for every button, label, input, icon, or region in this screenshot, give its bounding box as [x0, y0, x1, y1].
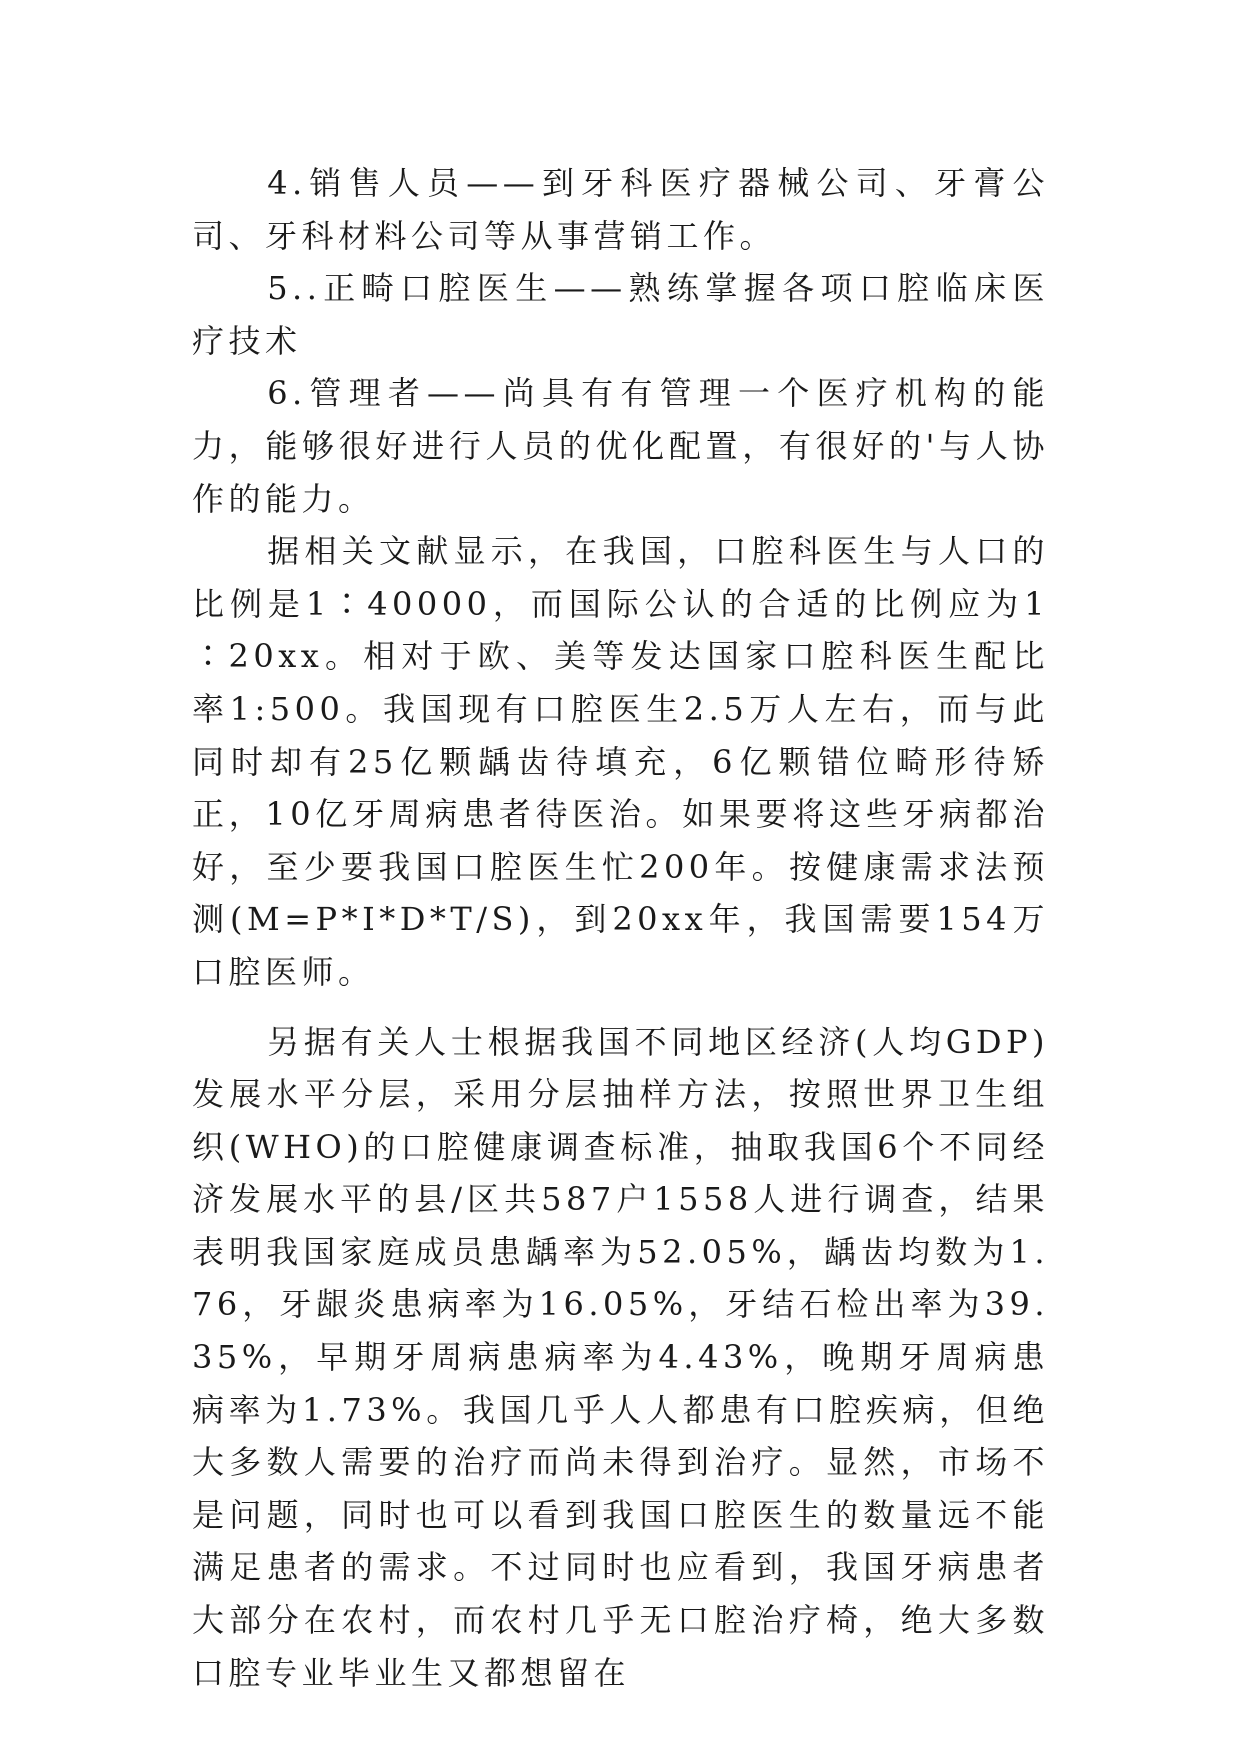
- paragraph-spacer: [192, 999, 1049, 1016]
- paragraph-sales-staff: 4.销售人员——到牙科医疗器械公司、牙膏公司、牙科材料公司等从事营销工作。: [192, 164, 1049, 255]
- paragraph-manager: 6.管理者——尚具有有管理一个医疗机构的能力，能够很好进行人员的优化配置，有很好的'与人协作的能力。: [192, 374, 1049, 518]
- paragraph-dentist-ratio: 据相关文献显示，在我国，口腔科医生与人口的比例是1∶40000，而国际公认的合适的比例应为1∶20xx。相对于欧、美等发达国家口腔科医生配比率1:500。我国现有口腔医生2.5万人左右，而与此同时却有25亿颗龋齿待填充，6亿颗错位畸形待矫正，10亿牙周病患者待医治。如果要将这些牙病都治好，至少要我国口腔医生忙200年。按健康需求法预测(M=P*I*D*T/S)，到20xx年，我国需要154万口腔医师。: [192, 532, 1049, 991]
- paragraph-orthodontist: 5..正畸口腔医生——熟练掌握各项口腔临床医疗技术: [192, 269, 1049, 360]
- document-body: [192, 157, 1049, 1699]
- paragraph-oral-health-survey: 另据有关人士根据我国不同地区经济(人均GDP)发展水平分层，采用分层抽样方法，按照世界卫生组织(WHO)的口腔健康调查标准，抽取我国6个不同经济发展水平的县/区共587户1558人进行调查，结果表明我国家庭成员患龋率为52.05%，龋齿均数为1.76，牙龈炎患病率为16.05%，牙结石检出率为39.35%，早期牙周病患病率为4.43%，晚期牙周病患病率为1.73%。我国几乎人人都患有口腔疾病，但绝大多数人需要的治疗而尚未得到治疗。显然，市场不是问题，同时也可以看到我国口腔医生的数量远不能满足患者的需求。不过同时也应看到，我国牙病患者大部分在农村，而农村几乎无口腔治疗椅，绝大多数口腔专业毕业生又都想留在: [192, 1022, 1049, 1692]
